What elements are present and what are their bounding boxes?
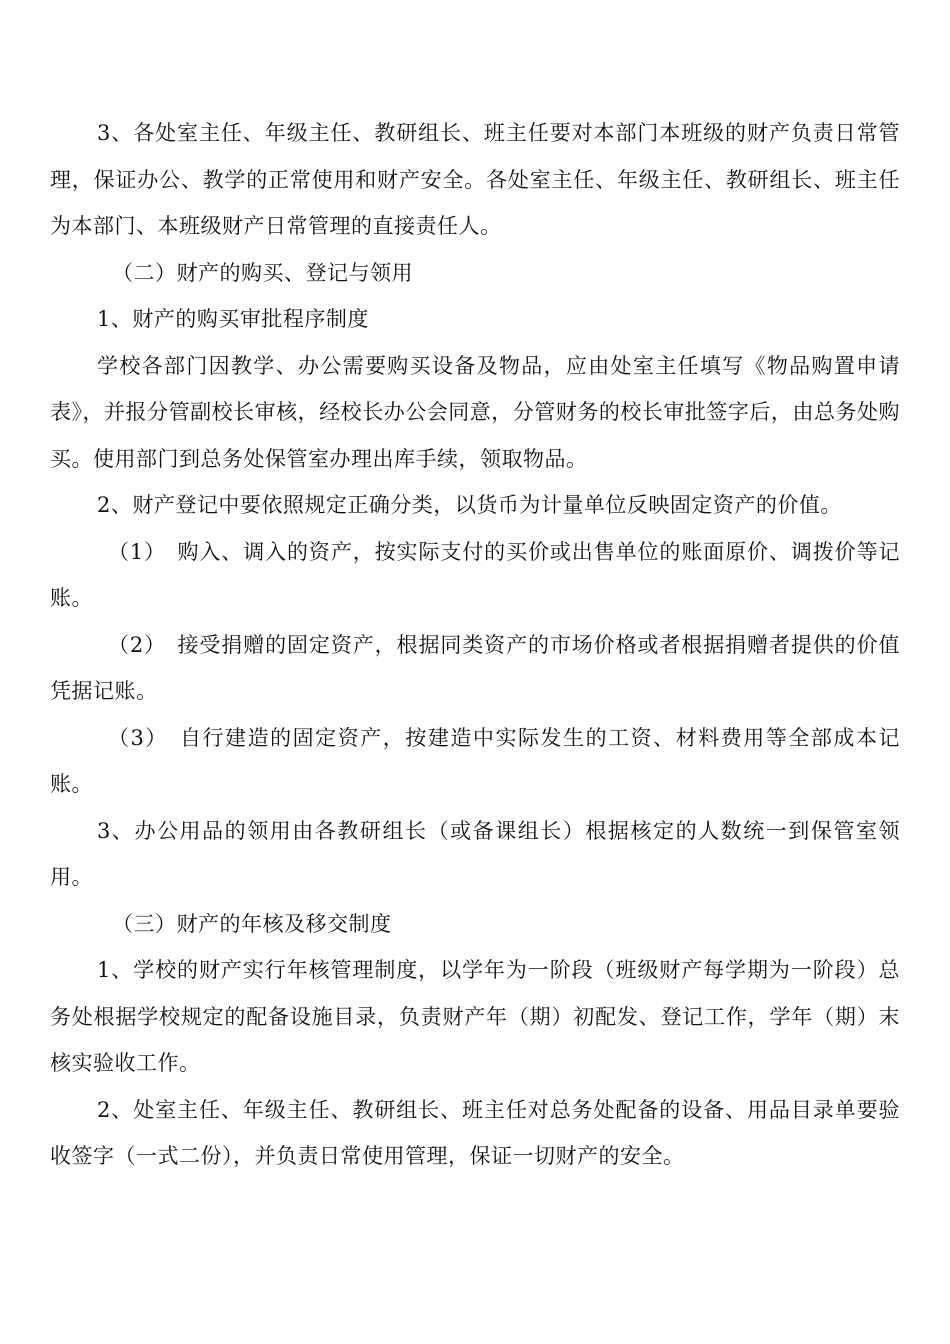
paragraph-purchase-approval-title: 1、财产的购买审批程序制度 bbox=[97, 307, 369, 331]
paragraph-registration-item-3: （3） 自行建造的固定资产，按建造中实际发生的工资、材料费用等全部成本记账。 bbox=[50, 725, 900, 796]
section-heading-purchase: （二）财产的购买、登记与领用 bbox=[112, 260, 413, 285]
paragraph-purchase-process: 学校各部门因教学、办公需要购买设备及物品，应由处室主任填写《物品购置申请表》，并报分管副校长审核，经校长办公会同意，分管财务的校长审批签字后，由总务处购买。使用部门到总务处保管室办理出库手续，领取物品。 bbox=[50, 353, 900, 471]
paragraph-registration-item-2: （2） 接受捐赠的固定资产，根据同类资产的市场价格或者根据捐赠者提供的价值凭据记账。 bbox=[50, 632, 900, 703]
paragraph-registration-item-1: （1） 购入、调入的资产，按实际支付的买价或出售单位的账面原价、调拨价等记账。 bbox=[50, 539, 900, 610]
paragraph-responsibility: 3、各处室主任、年级主任、教研组长、班主任要对本部门本班级的财产负责日常管理，保证办公、教学的正常使用和财产安全。各处室主任、年级主任、教研组长、班主任为本部门、本班级财产日常管理的直接责任人。 bbox=[50, 121, 900, 238]
paragraph-registration: 2、财产登记中要依照规定正确分类，以货币为计量单位反映固定资产的价值。 bbox=[97, 493, 842, 517]
paragraph-acceptance: 2、处室主任、年级主任、教研组长、班主任对总务处配备的设备、用品目录单要验收签字（一式二份），并负责日常使用管理，保证一切财产的安全。 bbox=[50, 1097, 900, 1168]
section-heading-annual-check: （三）财产的年核及移交制度 bbox=[112, 911, 392, 936]
paragraph-annual-check: 1、学校的财产实行年核管理制度，以学年为一阶段（班级财产每学期为一阶段）总务处根据学校规定的配备设施目录，负责财产年（期）初配发、登记工作，学年（期）末核实验收工作。 bbox=[50, 958, 900, 1075]
document-page bbox=[50, 110, 900, 1180]
paragraph-office-supplies: 3、办公用品的领用由各教研组长（或备课组长）根据核定的人数统一到保管室领用。 bbox=[50, 818, 900, 889]
